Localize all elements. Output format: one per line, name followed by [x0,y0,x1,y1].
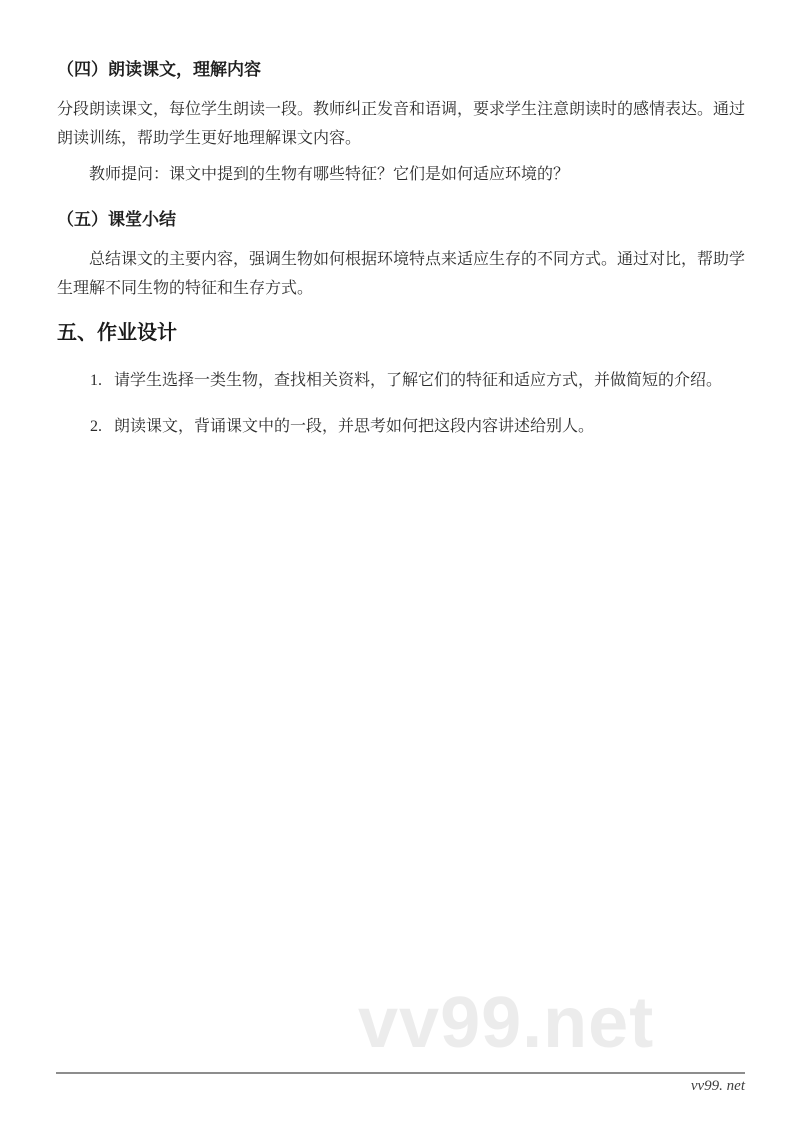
homework-item-text: 请学生选择一类生物，查找相关资料，了解它们的特征和适应方式，并做简短的介绍。 [114,372,723,389]
section5-heading: （五）课堂小结 [57,210,176,229]
footer-site-label: vv99. net [690,1078,745,1094]
homework-item [57,415,745,439]
homework-item-number: 2. [90,418,102,435]
homework-item-text: 朗读课文，背诵课文中的一段，并思考如何把这段内容讲述给别人。 [114,418,595,435]
homework-item-number: 1. [90,372,102,389]
homework-heading: 五、作业设计 [57,322,177,344]
homework-item [57,369,745,393]
section5-paragraph: 总结课文的主要内容，强调生物如何根据环境特点来适应生存的不同方式。通过对比，帮助学生理解不同生物的特征和生存方式。 [57,251,746,297]
section4-heading: （四）朗读课文，理解内容 [57,60,261,79]
footer-divider [56,1072,745,1074]
teacher-question: 教师提问：课文中提到的生物有哪些特征？它们是如何适应环境的？ [89,166,570,183]
document-content [0,0,800,439]
site-watermark: vv99.net [358,983,655,1063]
section4-paragraph: 分段朗读课文，每位学生朗读一段。教师纠正发音和语调，要求学生注意朗读时的感情表达。通过朗读训练，帮助学生更好地理解课文内容。 [57,101,746,147]
